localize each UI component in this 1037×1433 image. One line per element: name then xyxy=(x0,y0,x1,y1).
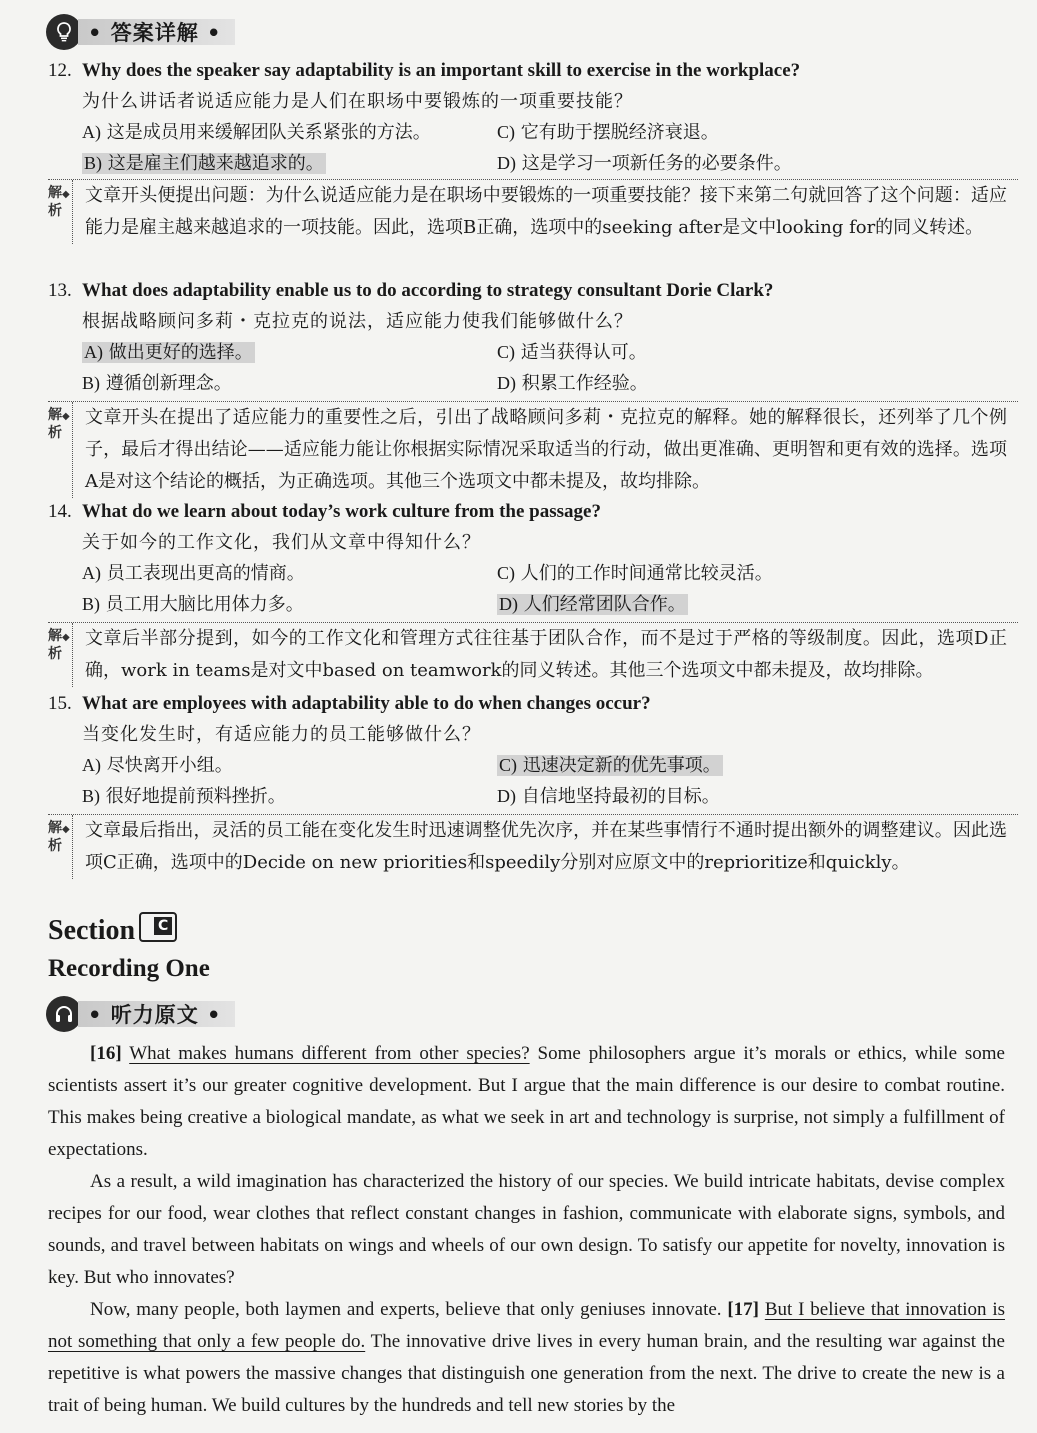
option-d: D) 积累工作经验。 xyxy=(497,373,648,394)
analysis-text: 文章最后指出，灵活的员工能在变化发生时迅速调整优先次序，并在某些事情行不通时提出额外的调整建议。因此选项C正确，选项中的Decide on new priorities和speedily分别对应原文中的reprioritize和quickly。 xyxy=(72,815,1007,879)
section-title: Section xyxy=(48,915,136,946)
transcript-banner-label: • 听力原文 • xyxy=(78,1001,235,1027)
analysis-block xyxy=(48,622,1018,687)
question-text-en: Why does the speaker say adaptability is an important skill to exercise in the workplace? xyxy=(82,60,801,81)
option-b: B) 遵循创新理念。 xyxy=(82,373,232,394)
option-d-correct: D) 人们经常团队合作。 xyxy=(499,594,686,615)
option-d: D) 这是学习一项新任务的必要条件。 xyxy=(497,153,792,174)
option-c: C) 适当获得认可。 xyxy=(497,342,647,363)
question-text-zh: 根据战略顾问多莉・克拉克的说法，适应能力使我们能够做什么？ xyxy=(82,311,633,332)
analysis-tag: 解析 ◆ xyxy=(48,628,70,662)
options-grid xyxy=(48,337,1018,399)
question-text-zh: 当变化发生时，有适应能力的员工能够做什么？ xyxy=(82,724,481,745)
lightbulb-icon xyxy=(46,14,82,50)
analysis-text: 文章后半部分提到，如今的工作文化和管理方式往往基于团队合作，而不是过于严格的等级制度。因此，选项D正确，work in teams是对文中based on teamwork的同义转述。其他三个选项文中都未提及，故均排除。 xyxy=(72,623,1007,687)
question-15 xyxy=(48,688,1018,879)
section-heading xyxy=(48,912,177,947)
question-text-zh: 为什么讲话者说适应能力是人们在职场中要锻炼的一项重要技能？ xyxy=(82,91,633,112)
analysis-tag: 解析 ◆ xyxy=(48,820,70,854)
analysis-tag: 解析 ◆ xyxy=(48,407,70,441)
option-c: C) 人们的工作时间通常比较灵活。 xyxy=(497,563,773,584)
question-14 xyxy=(48,496,1018,687)
question-text-en: What are employees with adaptability able to do when changes occur? xyxy=(82,693,651,714)
option-b-correct: B) 这是雇主们越来越追求的。 xyxy=(84,153,324,174)
answers-banner-label: • 答案详解 • xyxy=(78,19,235,45)
analysis-text: 文章开头在提出了适应能力的重要性之后，引出了战略顾问多莉・克拉克的解释。她的解释很长，还列举了几个例子，最后才得出结论——适应能力能让你根据实际情况采取适当的行动，做出更准确、更明智和更有效的选择。选项A是对这个结论的概括，为正确选项。其他三个选项文中都未提及，故均排除。 xyxy=(72,402,1007,498)
options-grid xyxy=(48,750,1018,812)
option-d: D) 自信地坚持最初的目标。 xyxy=(497,786,720,807)
analysis-text: 文章开头便提出问题：为什么说适应能力是在职场中要锻炼的一项重要技能？接下来第二句就回答了这个问题：适应能力是雇主越来越追求的一项技能。因此，选项B正确，选项中的seeking after是文中looking for的同义转述。 xyxy=(72,180,1007,244)
option-c: C) 它有助于摆脱经济衰退。 xyxy=(497,122,719,143)
question-number: 13. xyxy=(48,280,72,301)
analysis-block xyxy=(48,814,1018,879)
transcript-text xyxy=(48,1038,1005,1422)
question-text-en: What do we learn about today’s work culture from the passage? xyxy=(82,501,601,522)
transcript-paragraph-3: Now, many people, both laymen and experts, believe that only geniuses innovate. [17] But I believe that innovation is not something that only a few people do. The innovative drive lives in every human brain, and the resulting war against the repetitive is what powers the massive changes that distinguish one generation from the next. The drive to create the new is a trait of being human. We build cultures by the hundreds and tell new stories by the xyxy=(48,1299,1005,1416)
transcript-paragraph-2: As a result, a wild imagination has characterized the history of our species. We build intricate habitats, devise complex recipes for our food, wear clothes that reflect constant changes in fashion, communicate with elaborate signs, symbols, and sounds, and travel between habitats on wings and wheels of our own design. To satisfy our appetite for novelty, innovation is key. But who innovates? xyxy=(48,1171,1005,1288)
question-12 xyxy=(48,55,1018,244)
option-a: A) 这是成员用来缓解团队关系紧张的方法。 xyxy=(82,122,431,143)
option-b: B) 很好地提前预料挫折。 xyxy=(82,786,286,807)
analysis-block xyxy=(48,401,1018,498)
option-a: A) 尽快离开小组。 xyxy=(82,755,233,776)
option-c-correct: C) 迅速决定新的优先事项。 xyxy=(499,755,721,776)
transcript-banner xyxy=(46,996,235,1032)
section-badge: C xyxy=(139,912,177,942)
answers-banner xyxy=(46,14,235,50)
options-grid xyxy=(48,117,1018,179)
option-b: B) 员工用大脑比用体力多。 xyxy=(82,594,304,615)
options-grid xyxy=(48,558,1018,620)
question-number: 12. xyxy=(48,60,72,81)
question-13 xyxy=(48,275,1018,498)
question-number: 15. xyxy=(48,693,72,714)
option-a: A) 员工表现出更高的情商。 xyxy=(82,563,305,584)
analysis-tag: 解析 ◆ xyxy=(48,185,70,219)
transcript-paragraph-1: [16] What makes humans different from other species? Some philosophers argue it’s morals or ethics, while some scientists assert it’s our greater cognitive development. But I argue that the main difference is our desire to combat routine. This makes being creative a biological mandate, as what we seek in art and technology is surprise, not simply a fulfillment of expectations. xyxy=(48,1043,1005,1160)
analysis-block xyxy=(48,179,1018,244)
question-text-zh: 关于如今的工作文化，我们从文章中得知什么？ xyxy=(82,532,481,553)
question-text-en: What does adaptability enable us to do according to strategy consultant Dorie Clark? xyxy=(82,280,774,301)
option-a-correct: A) 做出更好的选择。 xyxy=(84,342,253,363)
headphones-icon xyxy=(46,996,82,1032)
recording-title: Recording One xyxy=(48,955,210,982)
question-number: 14. xyxy=(48,501,72,522)
